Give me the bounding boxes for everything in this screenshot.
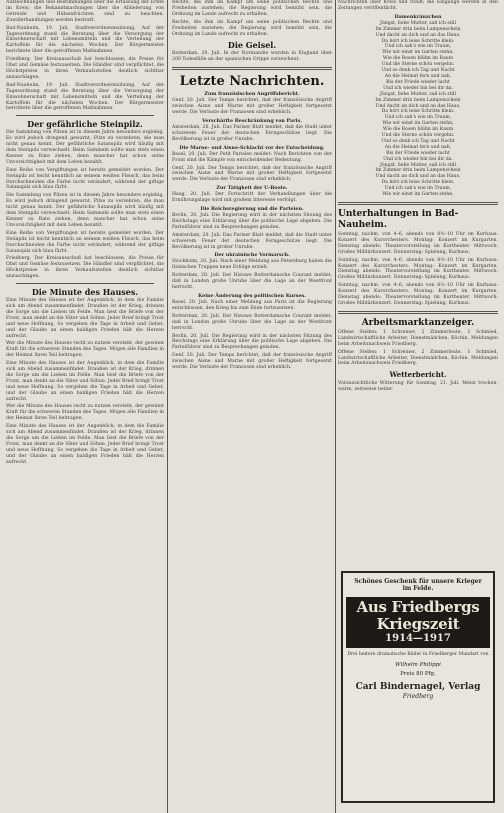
article-text: Sonntag, nachm. von 4–6, abends von 8½–10 Uhr im Kurhaus: Konzert des Kurorchesters. Montag: Konzert im Kurgarten. Dienstag abends: Theatervorstellung im Kurtheater. Mittwoch: Großes Militärkonzert. Donnerstag: Spielung, Kurhaus. bbox=[338, 257, 498, 281]
article-text: Nachrichten über Kreis und Stadt; die Eingänge werden in den Zeitungen veröffentlicht. bbox=[338, 0, 498, 11]
article-text: Bad-Nauheim, 19. Juli. Stadtverordnetensitzung. Auf der Tagesordnung stand die Beratung über die Versorgung der Einwohnerschaft mit Lebensmitteln und die Verteilung der Kartoffeln für die nächsten Wochen. Der Bürgermeister berichtete über die getroffenen Maßnahmen. bbox=[6, 82, 164, 112]
ad-description: Drei heitere dramatische Bilder in Friedberger Mundart von bbox=[347, 652, 489, 657]
ad-price: Preis 80 Pfg. bbox=[400, 671, 436, 677]
article-text: Offene Stellen: 1 Schreiner, 2 Zimmerleute, 1 Schmied, Landwirtschaftliche Arbeiter, Dienstmädchen, Köchin. Meldungen beim Arbeitsnachweis Friedberg. bbox=[338, 329, 498, 347]
article-text: Sonntag, nachm. von 4–6, abends von 8½–10 Uhr im Kurhaus: Konzert des Kurorchesters. Montag: Konzert im Kurgarten. Dienstag abends: Theatervorstellung im Kurtheater. Mittwoch: Großes Militärkonzert. Donnerstag: Spielung, Kurhaus. bbox=[338, 232, 498, 255]
ad-tagline-2: im Felde. bbox=[402, 585, 434, 592]
subheadline: Zum französischen Angriffsbericht. bbox=[204, 91, 300, 98]
article-text: Aufzeichnungen und Bestimmungen über die Erfassung der Ernte im Kreis; die Bekanntmachungen über die Ablieferung von Getreide und Hülsenfrüchten sind zu beachten. Zuwiderhandlungen werden bestraft. bbox=[6, 0, 164, 23]
poem-line: Und ich wieder bin bei dir da. bbox=[383, 85, 453, 91]
column-rule bbox=[335, 0, 336, 813]
double-divider bbox=[172, 67, 332, 70]
poem-line: Wie wir einst im Garten stehn, bbox=[382, 192, 454, 198]
poem-line: Im Zimmer drin beim Lampenschein bbox=[375, 168, 461, 174]
article-text: Rotterdam, 20. Juli. In der Normandie wurden in England über 200 Todesfälle an der spanischen Grippe verzeichnet. bbox=[172, 51, 332, 63]
poem-line: An die Heimat fern und nah, bbox=[384, 144, 452, 150]
poem-line: An die Heimat fern und nah, bbox=[384, 73, 452, 79]
subheadline: Zur Tätigkeit der U-Boote. bbox=[216, 185, 288, 192]
poem-line: Im Zimmer drin beim Lampenschein bbox=[375, 26, 461, 32]
poem-line: Und ich sah's wie im Traum, bbox=[384, 115, 452, 121]
ad-author: Wilhelm Philippi bbox=[395, 662, 441, 668]
article-text: Die Sammlung von Pilzen ist in diesem Jahre besonders ergiebig. Es wird jedoch dringend gewarnt, Pilze zu verzehren, die man nicht genau kennt. Der gefährliche Satanspilz wird häufig mit dem Steinpilz verwechselt. Beim Sammeln sollte man stets einen Kenner zu Rate ziehen, denn mancher hat schon seine Unvorsichtigkeit mit dem Leben bezahlt. bbox=[6, 193, 164, 228]
double-divider bbox=[338, 311, 498, 314]
article-text: Wer die Minute des Hauses recht zu nutzen versteht, der gewinnt Kraft für die schweren Stunden des Tages. Mögen alle Familien in der Heimat ihren Teil beitragen. bbox=[6, 341, 164, 359]
poem-line: Wie wir einst im Garten stehn, bbox=[382, 50, 454, 56]
headline-wetter: Wetterbericht. bbox=[389, 370, 447, 380]
poem-line: Da hört ich leise Schritte klein. bbox=[381, 109, 455, 115]
headline-geisel: Die Geisel. bbox=[227, 40, 277, 51]
poem-line: Da hört ich leise Schritte klein. bbox=[381, 38, 455, 44]
poem-line: Und ich sah's wie im Traum, bbox=[384, 44, 452, 50]
poem-line: Und ich sah's wie im Traum, bbox=[384, 186, 452, 192]
ad-tagline: Schönes Geschenk für unsere Krieger bbox=[354, 578, 482, 585]
poem-line: Und so denk ich Tag und Nacht bbox=[381, 138, 455, 144]
article-text: Sonntag, nachm. von 4–6, abends von 8½–10 Uhr im Kurhaus: Konzert des Kurorchesters. Montag: Konzert im Kurgarten. Dienstag abends: Theatervorstellung im Kurtheater. Mittwoch: Großes Militärkonzert. Donnerstag: Spielung, Kurhaus. bbox=[338, 283, 498, 306]
headline-unterhaltungen: Unterhaltungen in Bad-Nauheim. bbox=[338, 209, 459, 230]
article-text: Die Sammlung von Pilzen ist in diesem Jahre besonders ergiebig. Es wird jedoch dringend gewarnt, Pilze zu verzehren, die man nicht genau kennt. Der gefährliche Satanspilz wird häufig mit dem Steinpilz verwechselt. Beim Sammeln sollte man stets einen Kenner zu Rate ziehen, denn mancher hat schon seine Unvorsichtigkeit mit dem Leben bezahlt. bbox=[6, 130, 164, 165]
headline-letzte-nachrichten: Letzte Nachrichten. bbox=[179, 74, 325, 90]
article-text: Basel, 20. Juli. Nach einer Meldung aus Paris ist die Regierung entschlossen, den Krieg bis zum Ende fortzusetzen. bbox=[172, 300, 332, 311]
article-text: Berlin, 20. Juli. Die Regierung wird in der nächsten Sitzung des Reichstags eine Erklärung über die politische Lage abgeben. Die Parteiführer sind zu Besprechungen geladen. bbox=[172, 213, 332, 230]
poem-line: Wie die Rosen blühn im Raum bbox=[382, 56, 454, 62]
article-text: Rotterdam, 20. Juli. Der Nieuwe Rotterdamsche Courant meldet, daß in London große Unruhe über die Lage an der Westfront herrscht. bbox=[172, 273, 332, 291]
article-text: Genf, 20. Juli. Der Temps berichtet, daß der französische Angriff zwischen Aisne und Marne mit großer Heftigkeit fortgesetzt werde. Die Verluste der Franzosen sind erheblich. bbox=[172, 353, 332, 371]
subheadline: Die Marne- und Aisne-Schlacht vor der Entscheidung. bbox=[179, 144, 325, 151]
ad-publisher: Carl Bindernagel, Verlag bbox=[355, 682, 481, 692]
poem-line: Und dacht an dich und an das Haus, bbox=[375, 103, 461, 109]
ad-years: 1914—1917 bbox=[385, 633, 451, 644]
article-text: Friedberg. Der Kreisausschuß hat beschlossen, die Preise für Obst und Gemüse festzusetzen. Die Händler sind verpflichtet, die Höchstpreise in ihren Verkaufsstellen deutlich sichtbar anzuschlagen. bbox=[6, 57, 164, 80]
poem-line: Und dacht an dich und an das Haus, bbox=[375, 32, 461, 38]
article-text: Eine Minute des Hauses ist der Augenblick, in dem die Familie sich am Abend zusammenfindet. Draußen ist der Krieg, drinnen die Sorge um die Lieben im Felde. Man liest die Briefe von der Front, man denkt an die Väter und Söhne. Jeder Brief bringt Trost und neue Hoffnung. So vergehen die Tage in Arbeit und Gebet, und der Glaube an einen baldigen Frieden hält die Herzen aufrecht. bbox=[6, 424, 164, 465]
poem-line: Da hört ich leise Schritte klein. bbox=[381, 180, 455, 186]
poem-line: Jüngst, liebe Mutter, saß ich still bbox=[380, 162, 456, 168]
article-text: Berlin, 20. Juli. Die Regierung wird in der nächsten Sitzung des Reichstags eine Erklärung über die politische Lage abgeben. Die Parteiführer sind zu Besprechungen geladen. bbox=[172, 333, 332, 351]
subheadline: Die Reichsregierung und die Parteien. bbox=[200, 206, 304, 213]
poem-line: Jüngst, liebe Mutter, saß ich still bbox=[380, 20, 456, 26]
article-text: Friedberg. Der Kreisausschuß hat beschlossen, die Preise für Obst und Gemüse festzusetzen. Die Händler sind verpflichtet, die Höchstpreise in ihren Verkaufsstellen deutlich sichtbar anzuschlagen. bbox=[6, 256, 164, 280]
double-divider bbox=[338, 202, 498, 205]
subheadline: Verschärfte Beschränkung von Paris. bbox=[202, 117, 302, 124]
ad-title-band bbox=[346, 597, 490, 648]
poem-line: Im Zimmer drin beim Lampenschein bbox=[375, 97, 461, 103]
article-text: Basel, 20. Juli. Der Petit Parisien meldet: Nach Berichten von der Front sind die Kämpfe von entscheidender Bedeutung. bbox=[172, 151, 332, 163]
advertisement-box bbox=[341, 571, 495, 803]
poem-line: Und so denk ich Tag und Nacht bbox=[381, 68, 455, 74]
column-rule bbox=[167, 0, 168, 813]
article-text: Genf, 20. Juli. Der Temps berichtet, daß der französische Angriff zwischen Aisne und Marne mit großer Heftigkeit fortgesetzt werde. Die Verluste der Franzosen sind erheblich. bbox=[172, 98, 332, 116]
poem-line: Und ich wieder bin bei dir da. bbox=[383, 156, 453, 162]
article-text: Stockholm, 20. Juli. Nach einer Meldung aus Petersburg haben die finnischen Truppen neue Erfolge erzielt. bbox=[172, 259, 332, 271]
article-text: Genf, 20. Juli. Der Temps berichtet, daß der französische Angriff zwischen Aisne und Marne mit großer Heftigkeit fortgesetzt werde. Die Verluste der Franzosen sind erheblich. bbox=[172, 165, 332, 183]
article-text: Wer die Minute des Hauses recht zu nutzen versteht, der gewinnt Kraft für die schweren Stunden des Tages. Mögen alle Familien in der Heimat ihren Teil beitragen. bbox=[6, 404, 164, 422]
poem-line: Und dacht an dich und an das Haus, bbox=[375, 174, 461, 180]
headline-arbeitsmarkt: Arbeitsmarktanzeiger. bbox=[361, 317, 475, 328]
article-text: Offene Stellen: 1 Schreiner, 2 Zimmerleute, 1 Schmied, Landwirtschaftliche Arbeiter, Dienstmädchen, Köchin. Meldungen beim Arbeitsnachweis Friedberg. bbox=[338, 349, 498, 367]
article-text: Eine Minute des Hauses ist der Augenblick, in dem die Familie sich am Abend zusammenfindet. Draußen ist der Krieg, drinnen die Sorge um die Lieben im Felde. Man liest die Briefe von der Front, man denkt an die Väter und Söhne. Jeder Brief bringt Trost und neue Hoffnung. So vergehen die Tage in Arbeit und Gebet, und der Glaube an einen baldigen Frieden hält die Herzen aufrecht. bbox=[6, 298, 164, 339]
article-text: Rechte, die ihm im Kampf um seine politischen Rechte und Freiheiten zustehen; die Regierung wird bemüht sein, die Ordnung im Lande aufrecht zu erhalten. bbox=[172, 19, 332, 37]
poem-line: Und die Sterne schön vergehn. bbox=[381, 62, 455, 68]
poem-line: Bis der Friede wieder lacht bbox=[386, 79, 450, 85]
subheadline: Der ukrainische Vormarsch. bbox=[214, 252, 290, 259]
poem-line: Wie wir einst im Garten stehn, bbox=[382, 121, 454, 127]
article-text: Haag, 20. Juli. Der Fortschritt der Verhandlungen über die Ernährungslage wird mit großem Interesse verfolgt. bbox=[172, 192, 332, 204]
article-text: Eine Reihe von Vergiftungen ist bereits gemeldet worden. Der Steinpilz ist leicht kenntlich an seinem weißen Fleisch, das beim Durchschneiden die Farbe nicht verändert, während der giftige Satanspilz sich blau färbt. bbox=[6, 230, 164, 254]
subheadline: Keine Änderung des politischen Kurses. bbox=[198, 293, 306, 299]
divider bbox=[16, 283, 154, 284]
article-text: Rechte, die ihm im Kampf um seine politischen Rechte und Freiheiten zustehen; die Regierung wird bemüht sein, die Ordnung im Lande aufrecht zu erhalten. bbox=[172, 0, 332, 17]
ad-city: Friedberg bbox=[402, 693, 434, 700]
column-left bbox=[6, 0, 164, 813]
poem-line: Wie die Rosen blühn im Raum bbox=[382, 127, 454, 133]
article-text: Voraussichtliche Witterung für Sonntag, 21. Juli. Meist trocken, warm, zeitweise heiter. bbox=[338, 381, 498, 393]
poem-line: Jüngst, liebe Mutter, saß ich still bbox=[380, 91, 456, 97]
column-middle bbox=[172, 0, 332, 813]
article-text: Eine Reihe von Vergiftungen ist bereits gemeldet worden. Der Steinpilz ist leicht kenntlich an seinem weißen Fleisch, das beim Durchschneiden die Farbe nicht verändert, während der giftige Satanspilz sich blau färbt. bbox=[6, 167, 164, 191]
poem-line: Bis der Friede wieder lacht bbox=[386, 150, 450, 156]
article-text: Amsterdam, 20. Juli. Das Pariser Blatt meldet, daß die Stadt unter schwerem Feuer der deutschen Ferngeschütze liegt. Die Bevölkerung ist in großer Unruhe. bbox=[172, 232, 332, 250]
poem-title: Damenkränzchen bbox=[394, 13, 442, 20]
poem-line: Und die Sterne schön vergehn. bbox=[381, 133, 455, 139]
article-text: Amsterdam, 20. Juli. Das Pariser Blatt meldet, daß die Stadt unter schwerem Feuer der deutschen Ferngeschütze liegt. Die Bevölkerung ist in großer Unruhe. bbox=[172, 124, 332, 142]
divider bbox=[16, 115, 154, 116]
ad-title: Aus Friedbergs Kriegszeit bbox=[356, 598, 480, 633]
article-text: Eine Minute des Hauses ist der Augenblick, in dem die Familie sich am Abend zusammenfindet. Draußen ist der Krieg, drinnen die Sorge um die Lieben im Felde. Man liest die Briefe von der Front, man denkt an die Väter und Söhne. Jeder Brief bringt Trost und neue Hoffnung. So vergehen die Tage in Arbeit und Gebet, und der Glaube an einen baldigen Frieden hält die Herzen aufrecht. bbox=[6, 361, 164, 402]
article-text: Bad-Nauheim, 19. Juli. Stadtverordnetensitzung. Auf der Tagesordnung stand die Beratung über die Versorgung der Einwohnerschaft mit Lebensmitteln und die Verteilung der Kartoffeln für die nächsten Wochen. Der Bürgermeister berichtete über die getroffenen Maßnahmen. bbox=[6, 25, 164, 55]
headline-minute: Die Minute des Hauses. bbox=[31, 287, 139, 298]
article-text: Rotterdam, 20. Juli. Der Nieuwe Rotterdamsche Courant meldet, daß in London große Unruhe über die Lage an der Westfront herrscht. bbox=[172, 313, 332, 331]
headline-steinpilz: Der gefährliche Steinpilz. bbox=[27, 119, 143, 130]
